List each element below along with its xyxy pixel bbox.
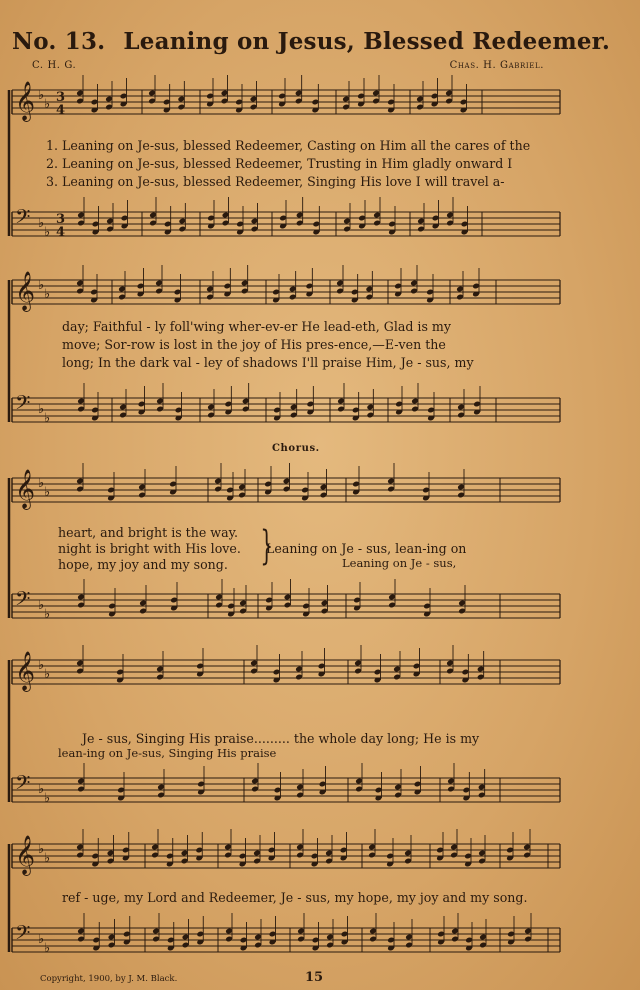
key-signature-flat-icon: ♭ [38,88,45,103]
music-credit: Chas. H. Gabriel. [449,60,544,71]
chorus-label: Chorus. [272,443,320,454]
key-signature-flat-icon: ♭ [44,607,51,622]
chorus-alto-line-2: lean-ing on Je-sus, Singing His praise [58,746,277,760]
key-signature-flat-icon: ♭ [44,411,51,426]
bass-clef-icon: 𝄢 [15,921,31,949]
key-signature-flat-icon: ♭ [38,278,45,293]
chorus-soprano-line-2: Je - sus, Singing His praise......... the whole day long; He is my [82,731,480,746]
copyright-notice: Copyright, 1900, by J. M. Black. [40,974,178,984]
key-signature-flat-icon: ♭ [44,97,51,112]
time-signature-top: 3 [56,212,66,227]
chorus-alto-line-1: Leaning on Je - sus, [342,556,457,570]
verse-1-line-1: 1. Leaning on Je-sus, blessed Redeemer, Casting on Him all the cares of the [46,138,531,153]
words-credit: C. H. G. [32,60,77,71]
verse-1-line-2: day; Faithful - ly foll'wing wher-ev-er He lead-eth, Glad is my [62,319,451,334]
treble-clef-icon: 𝄞 [15,81,36,121]
verse-3-line-3: hope, my joy and my song. [58,557,228,572]
bass-clef-icon: 𝄢 [15,391,31,419]
key-signature-flat-icon: ♭ [44,851,51,866]
verse-brace: } [260,523,274,569]
page-number: 15 [305,970,324,985]
chorus-soprano-line-1: Leaning on Je - sus, lean-ing on [266,541,467,556]
key-signature-flat-icon: ♭ [44,791,51,806]
key-signature-flat-icon: ♭ [44,287,51,302]
verse-2-line-1: 2. Leaning on Je-sus, blessed Redeemer, Trusting in Him gladly onward I [46,156,513,171]
bass-clef-icon: 𝄢 [15,205,31,233]
key-signature-flat-icon: ♭ [44,485,51,500]
key-signature-flat-icon: ♭ [44,667,51,682]
treble-clef-icon: 𝄞 [15,651,36,691]
verse-3-line-1: 3. Leaning on Je-sus, blessed Redeemer, Singing His love I will travel a- [46,174,505,189]
key-signature-flat-icon: ♭ [38,402,45,417]
time-signature-bottom: 4 [56,103,66,118]
key-signature-flat-icon: ♭ [38,842,45,857]
key-signature-flat-icon: ♭ [38,216,45,231]
hymn-title: Leaning on Jesus, Blessed Redeemer. [123,28,611,55]
time-signature-bottom: 4 [56,225,66,240]
key-signature-flat-icon: ♭ [38,932,45,947]
bass-clef-icon: 𝄢 [15,771,31,799]
bass-clef-icon: 𝄢 [15,587,31,615]
hymn-number: No. 13. [12,28,106,55]
treble-clef-icon: 𝄞 [15,835,36,875]
treble-clef-icon: 𝄞 [15,469,36,509]
chorus-final-line: ref - uge, my Lord and Redeemer, Je - sus, my hope, my joy and my song. [62,890,528,905]
key-signature-flat-icon: ♭ [38,476,45,491]
time-signature-top: 3 [56,90,66,105]
treble-clef-icon: 𝄞 [15,271,36,311]
verse-2-line-3: night is bright with His love. [58,541,241,556]
key-signature-flat-icon: ♭ [44,225,51,240]
key-signature-flat-icon: ♭ [38,598,45,613]
key-signature-flat-icon: ♭ [38,782,45,797]
verse-2-line-2: move; Sor-row is lost in the joy of His pres-ence,—E-ven the [62,337,446,352]
key-signature-flat-icon: ♭ [44,941,51,956]
verse-3-line-2: long; In the dark val - ley of shadows I'll praise Him, Je - sus, my [62,355,474,370]
verse-1-line-3: heart, and bright is the way. [58,525,239,540]
key-signature-flat-icon: ♭ [38,658,45,673]
